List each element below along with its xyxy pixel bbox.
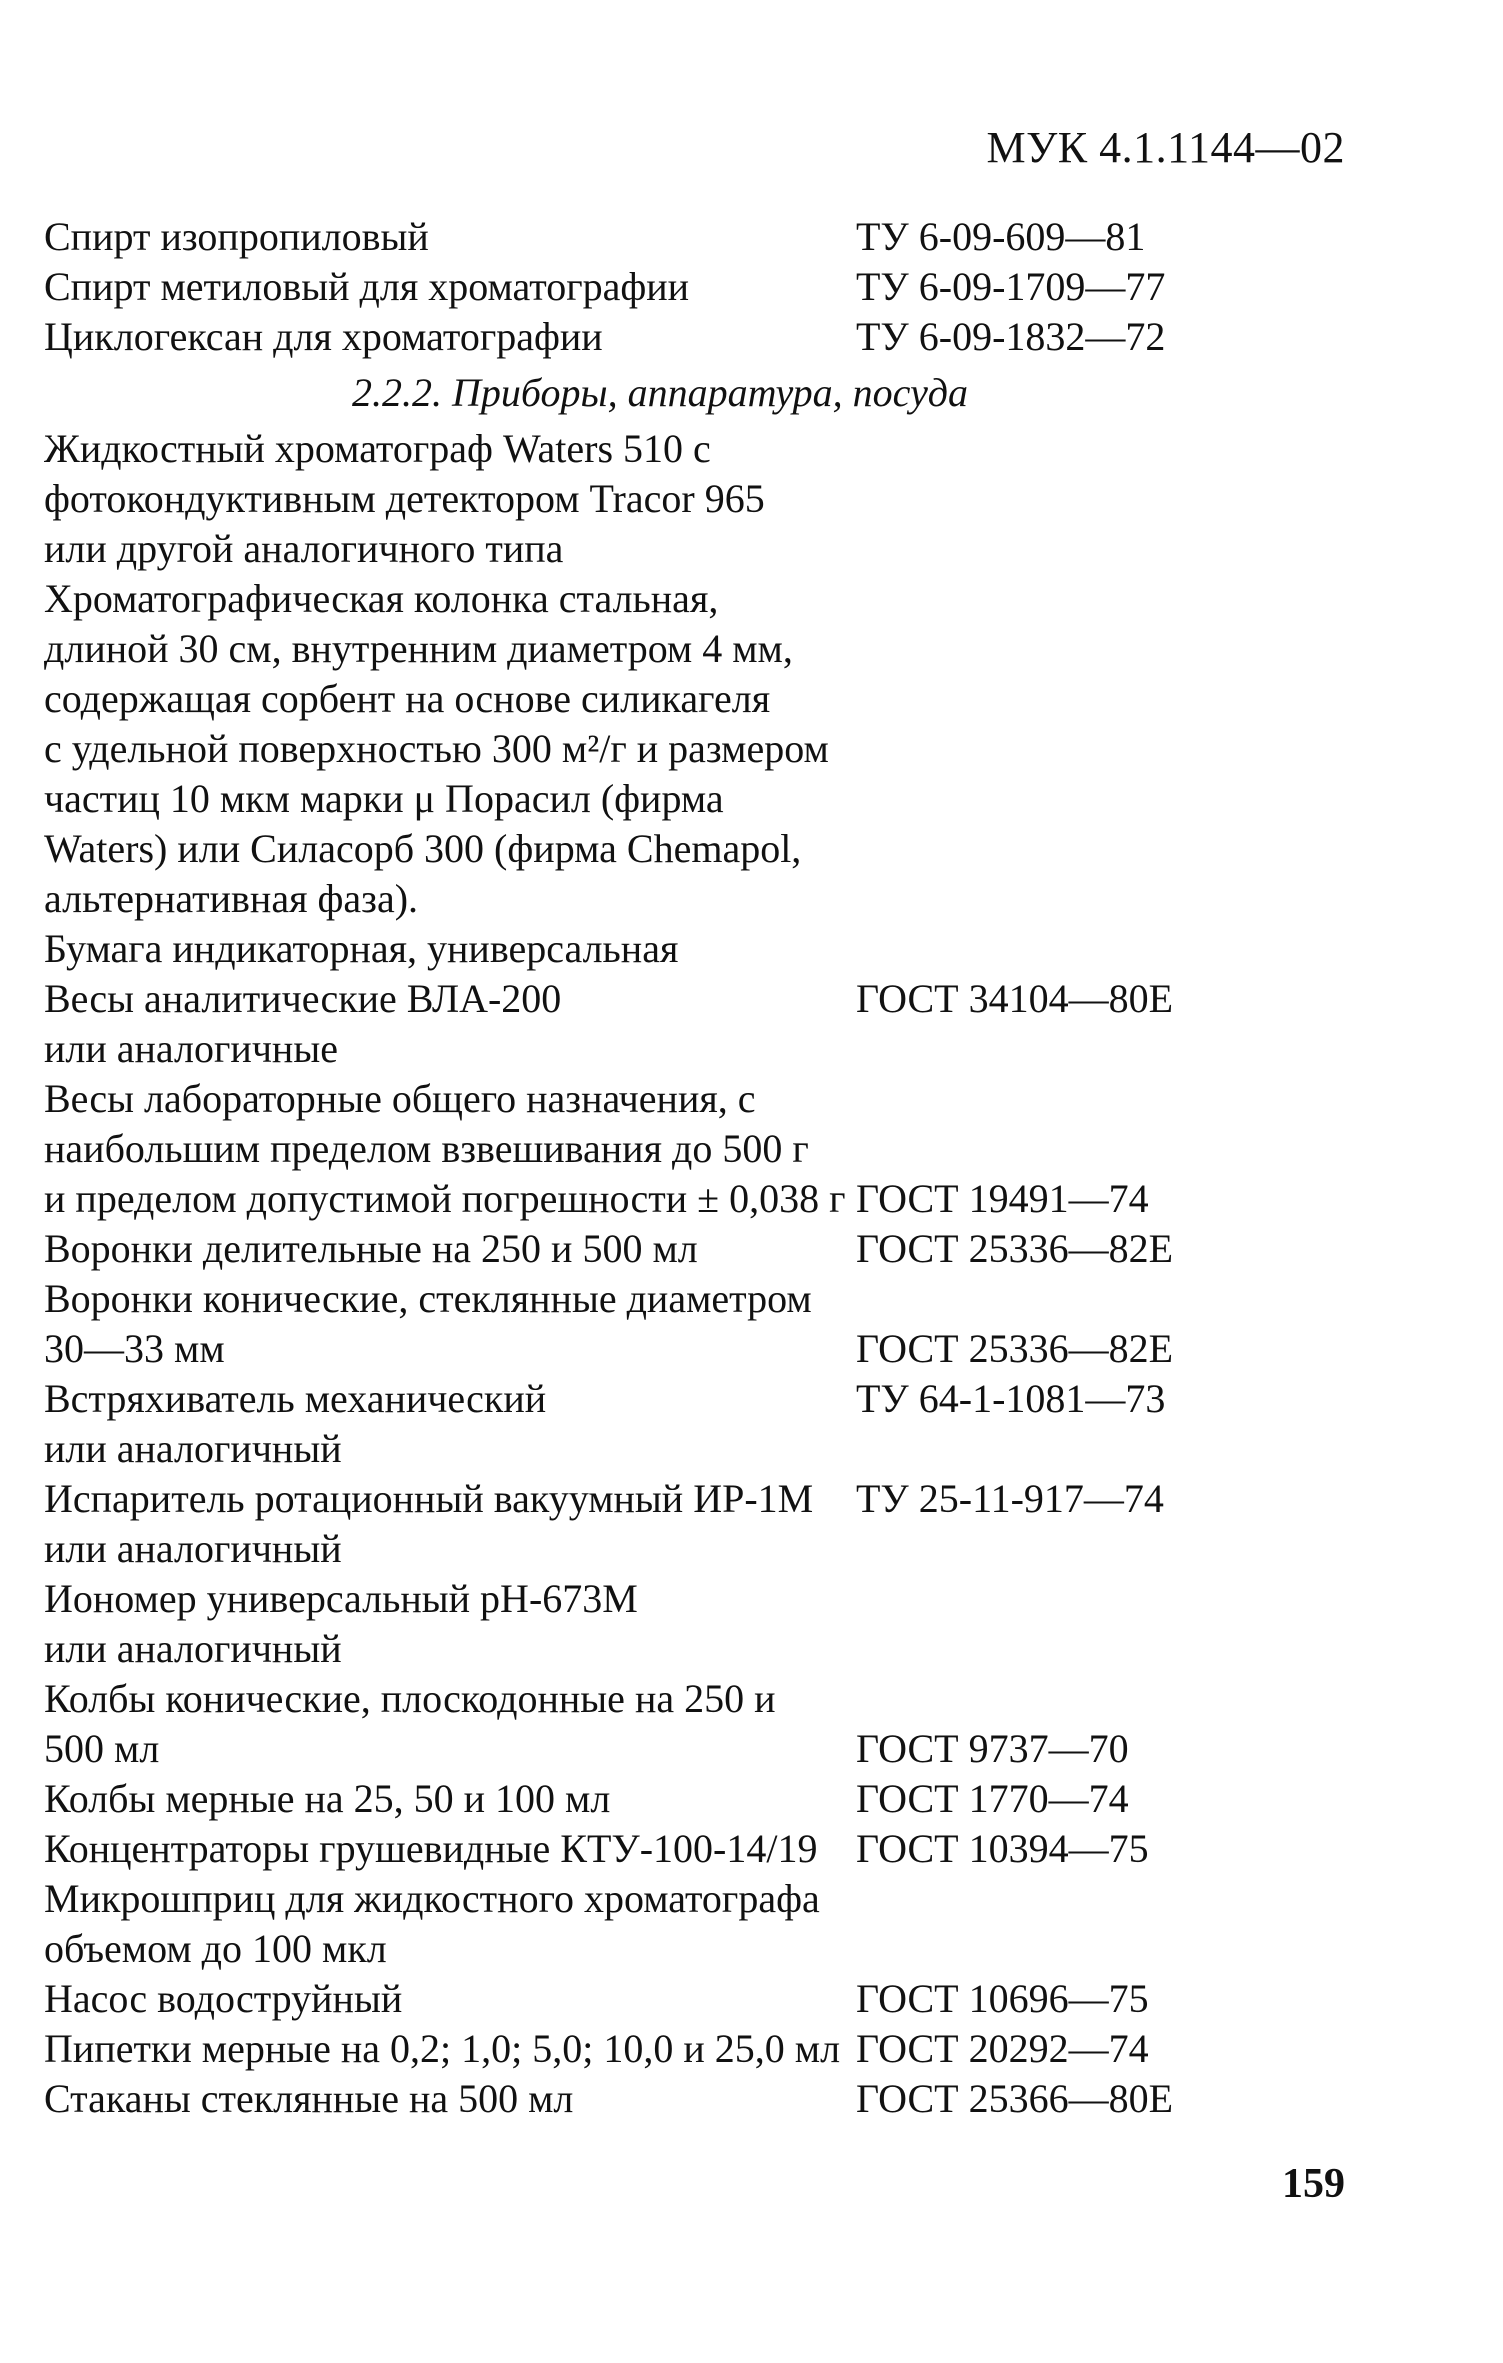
- list-item: [44, 312, 1344, 362]
- item-standard: ТУ 25-11-917—74: [856, 1476, 1164, 1521]
- item-name: Жидкостный хроматограф Waters 510 с: [44, 426, 711, 471]
- equipment-list: [44, 424, 1344, 2124]
- list-item: [44, 524, 1344, 574]
- list-item: [44, 1824, 1344, 1874]
- list-item: [44, 1074, 1344, 1124]
- list-item: [44, 1374, 1344, 1424]
- item-name: Весы аналитические ВЛА-200: [44, 976, 562, 1021]
- item-name: Пипетки мерные на 0,2; 1,0; 5,0; 10,0 и 25,0 мл: [44, 2026, 841, 2071]
- item-name: Бумага индикаторная, универсальная: [44, 926, 679, 971]
- item-name: альтернативная фаза).: [44, 876, 419, 921]
- item-standard: ТУ 6-09-609—81: [856, 214, 1146, 259]
- list-item: [44, 774, 1344, 824]
- item-name: или аналогичные: [44, 1026, 338, 1071]
- list-item: [44, 474, 1344, 524]
- list-item: [44, 424, 1344, 474]
- list-item: [44, 262, 1344, 312]
- list-item: [44, 1324, 1344, 1374]
- item-name: Колбы конические, плоскодонные на 250 и: [44, 1676, 776, 1721]
- item-standard: ТУ 6-09-1832—72: [856, 314, 1166, 359]
- list-item: [44, 2024, 1344, 2074]
- list-item: [44, 2074, 1344, 2124]
- item-name: Весы лабораторные общего назначения, с: [44, 1076, 756, 1121]
- item-standard: ГОСТ 10696—75: [856, 1976, 1149, 2021]
- item-standard: ГОСТ 20292—74: [856, 2026, 1149, 2071]
- item-standard: ГОСТ 9737—70: [856, 1726, 1129, 1771]
- list-item: [44, 924, 1344, 974]
- list-item: [44, 1674, 1344, 1724]
- item-standard: ГОСТ 25336—82Е: [856, 1326, 1174, 1371]
- section-heading: 2.2.2. Приборы, аппаратура, посуда: [352, 370, 969, 415]
- document-code-header: МУК 4.1.1144—02: [986, 123, 1345, 172]
- list-item: [44, 1124, 1344, 1174]
- item-name: Хроматографическая колонка стальная,: [44, 576, 719, 621]
- item-standard: ТУ 6-09-1709—77: [856, 264, 1166, 309]
- item-name: Waters) или Силасорб 300 (фирма Chemapol,: [44, 826, 802, 871]
- item-name: Насос водоструйный: [44, 1976, 403, 2021]
- item-name: Стаканы стеклянные на 500 мл: [44, 2076, 574, 2121]
- page-number: 159: [1282, 2161, 1345, 2207]
- item-name: Микрошприц для жидкостного хроматографа: [44, 1876, 820, 1921]
- list-item: [44, 1024, 1344, 1074]
- item-standard: ГОСТ 10394—75: [856, 1826, 1149, 1871]
- item-name: или аналогичный: [44, 1526, 342, 1571]
- item-name: Испаритель ротационный вакуумный ИР-1М: [44, 1476, 814, 1521]
- item-standard: ГОСТ 25336—82Е: [856, 1226, 1174, 1271]
- item-name: объемом до 100 мкл: [44, 1926, 387, 1971]
- item-name: и пределом допустимой погрешности ± 0,038 г: [44, 1176, 846, 1221]
- item-standard: ГОСТ 34104—80Е: [856, 976, 1174, 1021]
- item-standard: ГОСТ 19491—74: [856, 1176, 1149, 1221]
- list-item: [44, 1274, 1344, 1324]
- list-item: [44, 1624, 1344, 1674]
- list-item: [44, 1724, 1344, 1774]
- item-name: или аналогичный: [44, 1426, 342, 1471]
- item-standard: ТУ 64-1-1081—73: [856, 1376, 1166, 1421]
- list-item: [44, 1924, 1344, 1974]
- item-name: Колбы мерные на 25, 50 и 100 мл: [44, 1776, 611, 1821]
- item-standard: ГОСТ 1770—74: [856, 1776, 1129, 1821]
- reagents-list: [44, 212, 1344, 362]
- list-item: [44, 824, 1344, 874]
- list-item: [44, 574, 1344, 624]
- item-name: или аналогичный: [44, 1626, 342, 1671]
- list-item: [44, 1974, 1344, 2024]
- list-item: [44, 212, 1344, 262]
- item-name: содержащая сорбент на основе силикагеля: [44, 676, 771, 721]
- list-item: [44, 1774, 1344, 1824]
- item-name: или другой аналогичного типа: [44, 526, 564, 571]
- list-item: [44, 1874, 1344, 1924]
- item-name: фотокондуктивным детектором Tracor 965: [44, 476, 765, 521]
- item-name: Воронки делительные на 250 и 500 мл: [44, 1226, 698, 1271]
- item-name: частиц 10 мкм марки μ Порасил (фирма: [44, 776, 724, 821]
- item-name: длиной 30 см, внутренним диаметром 4 мм,: [44, 626, 793, 671]
- item-name: Встряхиватель механический: [44, 1376, 547, 1421]
- list-item: [44, 674, 1344, 724]
- list-item: [44, 1224, 1344, 1274]
- item-name: Циклогексан для хроматографии: [44, 314, 603, 359]
- item-name: Иономер универсальный рН-673М: [44, 1576, 638, 1621]
- list-item: [44, 1524, 1344, 1574]
- item-name: Воронки конические, стеклянные диаметром: [44, 1276, 812, 1321]
- document-body: [44, 212, 1344, 2124]
- list-item: [44, 624, 1344, 674]
- item-name: наибольшим пределом взвешивания до 500 г: [44, 1126, 809, 1171]
- list-item: [44, 1574, 1344, 1624]
- item-name: Концентраторы грушевидные КТУ-100-14/19: [44, 1826, 818, 1871]
- item-standard: ГОСТ 25366—80Е: [856, 2076, 1174, 2121]
- list-item: [44, 1474, 1344, 1524]
- item-name: Спирт изопропиловый: [44, 214, 429, 259]
- item-name: 500 мл: [44, 1726, 160, 1771]
- list-item: [44, 1424, 1344, 1474]
- item-name: Спирт метиловый для хроматографии: [44, 264, 690, 309]
- item-name: 30—33 мм: [44, 1326, 225, 1371]
- item-name: с удельной поверхностью 300 м²/г и размером: [44, 726, 829, 771]
- list-item: [44, 874, 1344, 924]
- list-item: [44, 974, 1344, 1024]
- list-item: [44, 724, 1344, 774]
- list-item: [44, 1174, 1344, 1224]
